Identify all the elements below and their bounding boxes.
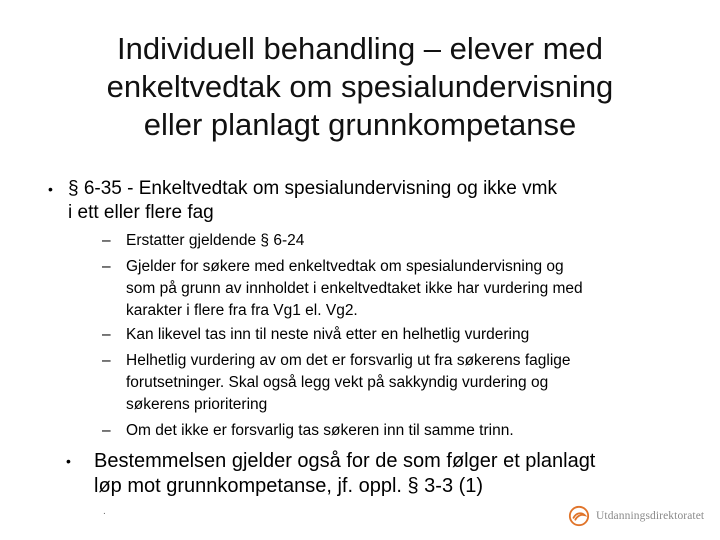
title-line: Individuell behandling – elever med <box>117 31 603 66</box>
bullet-text-line: i ett eller flere fag <box>68 202 214 223</box>
sub-item <box>102 324 686 346</box>
sub-item-marker: – <box>102 352 111 369</box>
title-line: enkeltvedtak om spesialundervisning <box>106 69 614 104</box>
footer-dot: . <box>103 506 106 517</box>
slide-title <box>40 30 680 144</box>
sub-item <box>102 350 686 416</box>
bullet-marker: • <box>48 181 53 197</box>
sub-item-line: Kan likevel tas inn til neste nivå etter en helhetlig vurdering <box>126 326 530 343</box>
sub-item-line: Helhetlig vurdering av om det er forsvarlig ut fra søkerens faglige <box>126 352 571 369</box>
bullet-marker: • <box>66 453 71 469</box>
logo-text: Utdanningsdirektoratet <box>596 510 705 522</box>
sub-item-line: Om det ikke er forsvarlig tas søkeren inn til samme trinn. <box>126 422 514 439</box>
sub-item-line: forutsetninger. Skal også legg vekt på sakkyndig vurdering og <box>126 374 549 391</box>
sub-item <box>102 420 686 442</box>
bullet-text-line: Bestemmelsen gjelder også for de som følger et planlagt <box>94 450 596 472</box>
udir-swirl-icon <box>568 505 590 527</box>
bullet-text-line: løp mot grunnkompetanse, jf. oppl. § 3-3 (1) <box>94 475 484 497</box>
sub-item <box>102 230 686 252</box>
bullet-item <box>48 177 698 225</box>
sub-item-line: som på grunn av innholdet i enkeltvedtaket ikke har vurdering med <box>126 280 583 297</box>
sub-item-line: karakter i flere fra fra Vg1 el. Vg2. <box>126 302 358 319</box>
sub-item-marker: – <box>102 258 111 275</box>
udir-logo <box>568 504 704 528</box>
sub-item <box>102 256 686 322</box>
sub-item-marker: – <box>102 422 111 439</box>
sub-item-marker: – <box>102 232 111 249</box>
bullet-item <box>66 449 704 499</box>
title-line: eller planlagt grunnkompetanse <box>143 107 577 142</box>
sub-item-line: Gjelder for søkere med enkeltvedtak om spesialundervisning og <box>126 258 564 275</box>
sub-item-line: Erstatter gjeldende § 6-24 <box>126 232 305 249</box>
sub-item-marker: – <box>102 326 111 343</box>
bullet-text-line: § 6-35 - Enkeltvedtak om spesialundervisning og ikke vmk <box>68 178 557 199</box>
sub-item-line: søkerens prioritering <box>126 396 268 413</box>
